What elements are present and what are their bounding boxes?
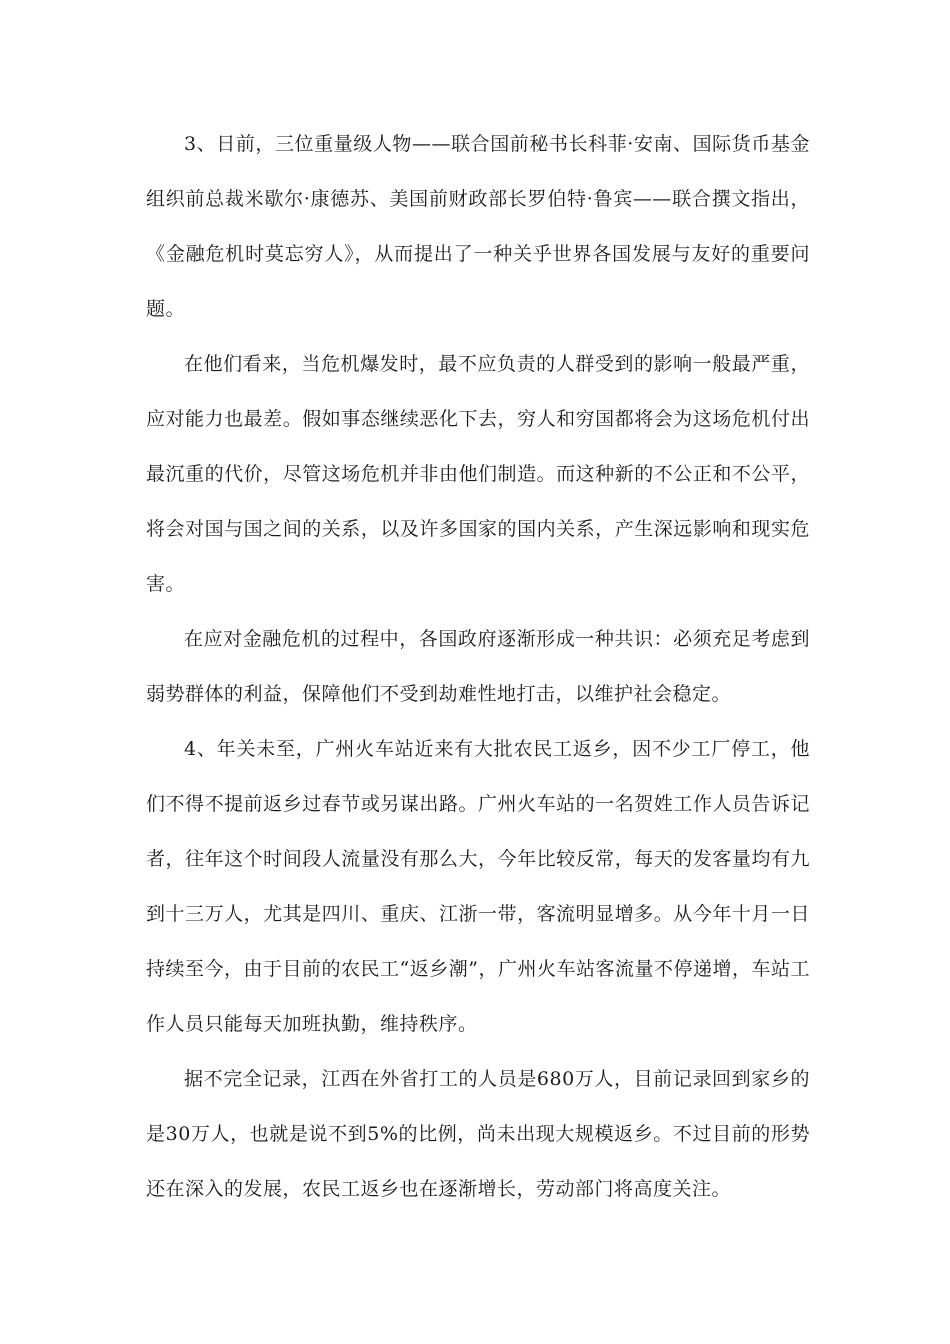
paragraph-consensus: 在应对金融危机的过程中，各国政府逐渐形成一种共识：必须充足考虑到弱势群体的利益，保障他们不受到劫难性地打击，以维护社会稳定。	[146, 628, 810, 705]
paragraph-crisis-view: 在他们看来，当危机爆发时，最不应负责的人群受到的影响一般最严重，应对能力也最差。假如事态继续恶化下去，穷人和穷国都将会为这场危机付出最沉重的代价，尽管这场危机并非由他们制造。而这种新的不公正和不公平，将会对国与国之间的关系，以及许多国家的国内关系，产生深远影响和现实危害。	[146, 353, 810, 595]
paragraph-4-guangzhou: 4、年关未至，广州火车站近来有大批农民工返乡，因不少工厂停工，他们不得不提前返乡过春节或另谋出路。广州火车站的一名贺姓工作人员告诉记者，往年这个时间段人流量没有那么大，今年比较反常，每天的发客量均有九到十三万人，尤其是四川、重庆、江浙一带，客流明显增多。从今年十月一日持续至今，由于目前的农民工“返乡潮”，广州火车站客流量不停递增，车站工作人员只能每天加班执勤，维持秩序。	[146, 738, 810, 1035]
paragraph-jiangxi-record: 据不完全记录，江西在外省打工的人员是680万人，目前记录回到家乡的是30万人，也就是说不到5%的比例，尚未出现大规模返乡。不过目前的形势还在深入的发展，农民工返乡也在逐渐增长，劳动部门将高度关注。	[146, 1068, 810, 1200]
paragraph-3-intro: 3、日前，三位重量级人物——联合国前秘书长科菲·安南、国际货币基金组织前总裁米歇尔·康德苏、美国前财政部长罗伯特·鲁宾——联合撰文指出，《金融危机时莫忘穷人》，从而提出了一种关乎世界各国发展与友好的重要问题。	[146, 133, 810, 320]
document-body	[146, 117, 810, 1217]
